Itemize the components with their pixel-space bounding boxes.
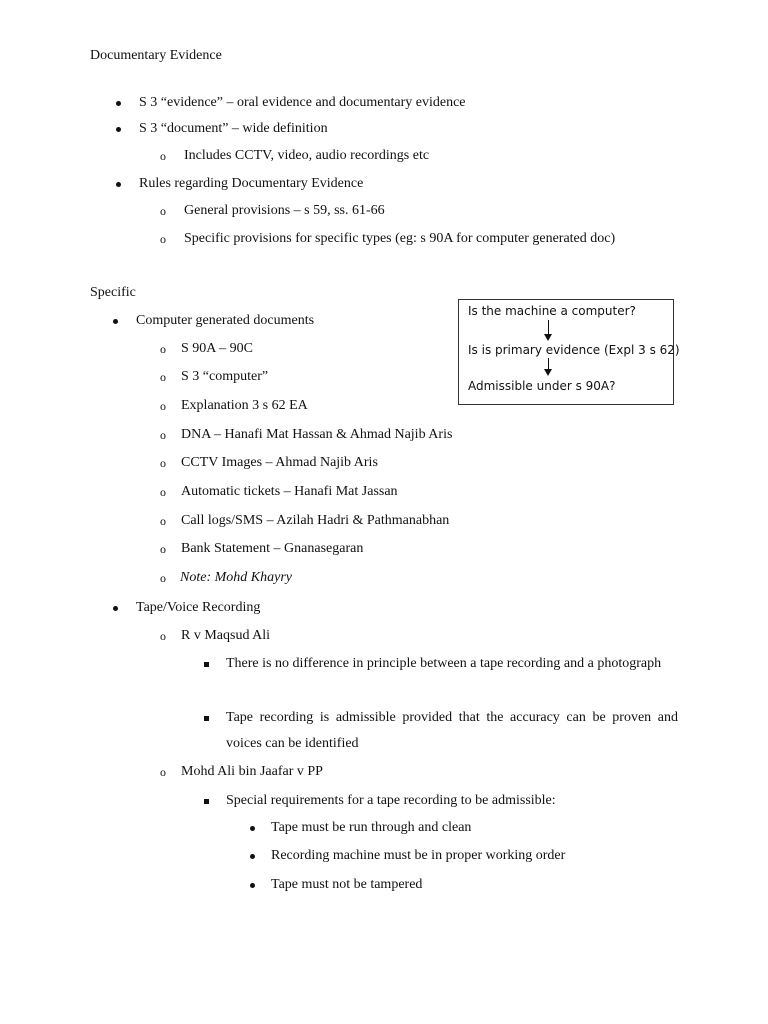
list-item: Recording machine must be in proper working order bbox=[271, 848, 566, 863]
list-item: Special requirements for a tape recording to be admissible: bbox=[226, 793, 556, 808]
circle-bullet-icon: o bbox=[160, 514, 166, 528]
square-bullet-icon bbox=[204, 792, 209, 804]
list-item: There is no difference in principle between a tape recording and a photograph bbox=[226, 656, 662, 671]
list-item: Call logs/SMS – Azilah Hadri & Pathmanabhan bbox=[181, 513, 450, 528]
circle-bullet-icon: o bbox=[160, 629, 166, 643]
bullet-icon bbox=[250, 847, 255, 859]
list-item: Tape recording is admissible provided that the accuracy can be proven and voices can be identified bbox=[226, 710, 678, 751]
list-item: S 3 “document” – wide definition bbox=[139, 121, 328, 136]
bullet-icon bbox=[250, 876, 255, 888]
circle-bullet-icon: o bbox=[160, 542, 166, 556]
list-item: Automatic tickets – Hanafi Mat Jassan bbox=[181, 484, 398, 499]
flow-step: Is the machine a computer? bbox=[468, 304, 636, 318]
square-bullet-icon bbox=[204, 655, 209, 667]
circle-bullet-icon: o bbox=[160, 399, 166, 413]
list-item: Computer generated documents bbox=[136, 313, 315, 328]
circle-bullet-icon: o bbox=[160, 456, 166, 470]
list-item: Rules regarding Documentary Evidence bbox=[139, 176, 364, 191]
list-item: General provisions – s 59, ss. 61-66 bbox=[184, 203, 385, 218]
circle-bullet-icon: o bbox=[160, 370, 166, 384]
bullet-icon bbox=[116, 120, 121, 132]
list-item: CCTV Images – Ahmad Najib Aris bbox=[181, 455, 378, 470]
bullet-icon bbox=[116, 175, 121, 187]
list-item: Bank Statement – Gnanasegaran bbox=[181, 541, 364, 556]
list-item: Specific provisions for specific types (eg: s 90A for computer generated doc) bbox=[184, 231, 616, 246]
square-bullet-icon bbox=[204, 709, 209, 721]
case-name: Mohd Ali bin Jaafar v PP bbox=[181, 764, 323, 779]
circle-bullet-icon: o bbox=[160, 342, 166, 356]
flow-step: Is is primary evidence (Expl 3 s 62) bbox=[468, 343, 680, 357]
section-heading: Specific bbox=[90, 285, 136, 300]
circle-bullet-icon: o bbox=[160, 149, 166, 163]
list-item: Tape/Voice Recording bbox=[136, 600, 261, 615]
list-item: S 3 “evidence” – oral evidence and documentary evidence bbox=[139, 95, 466, 110]
case-name: R v Maqsud Ali bbox=[181, 628, 271, 643]
list-item: S 90A – 90C bbox=[181, 341, 253, 356]
flow-chart-box bbox=[458, 299, 680, 405]
list-item: DNA – Hanafi Mat Hassan & Ahmad Najib Aris bbox=[181, 427, 453, 442]
list-item: Includes CCTV, video, audio recordings etc bbox=[184, 148, 430, 163]
bullet-icon bbox=[113, 312, 118, 324]
page-title: Documentary Evidence bbox=[90, 48, 222, 63]
circle-bullet-icon: o bbox=[160, 232, 166, 246]
circle-bullet-icon: o bbox=[160, 485, 166, 499]
bullet-icon bbox=[116, 94, 121, 106]
list-item: Tape must be run through and clean bbox=[271, 820, 472, 835]
circle-bullet-icon: o bbox=[160, 571, 166, 585]
flow-step: Admissible under s 90A? bbox=[468, 379, 616, 393]
list-item: S 3 “computer” bbox=[181, 369, 269, 384]
note-item bbox=[180, 569, 292, 587]
list-item: Tape must not be tampered bbox=[271, 877, 423, 892]
circle-bullet-icon: o bbox=[160, 765, 166, 779]
circle-bullet-icon: o bbox=[160, 428, 166, 442]
bullet-icon bbox=[250, 819, 255, 831]
note-text: Note: Mohd Khayry bbox=[180, 570, 292, 585]
list-item: Explanation 3 s 62 EA bbox=[181, 398, 308, 413]
circle-bullet-icon: o bbox=[160, 204, 166, 218]
bullet-icon bbox=[113, 599, 118, 611]
